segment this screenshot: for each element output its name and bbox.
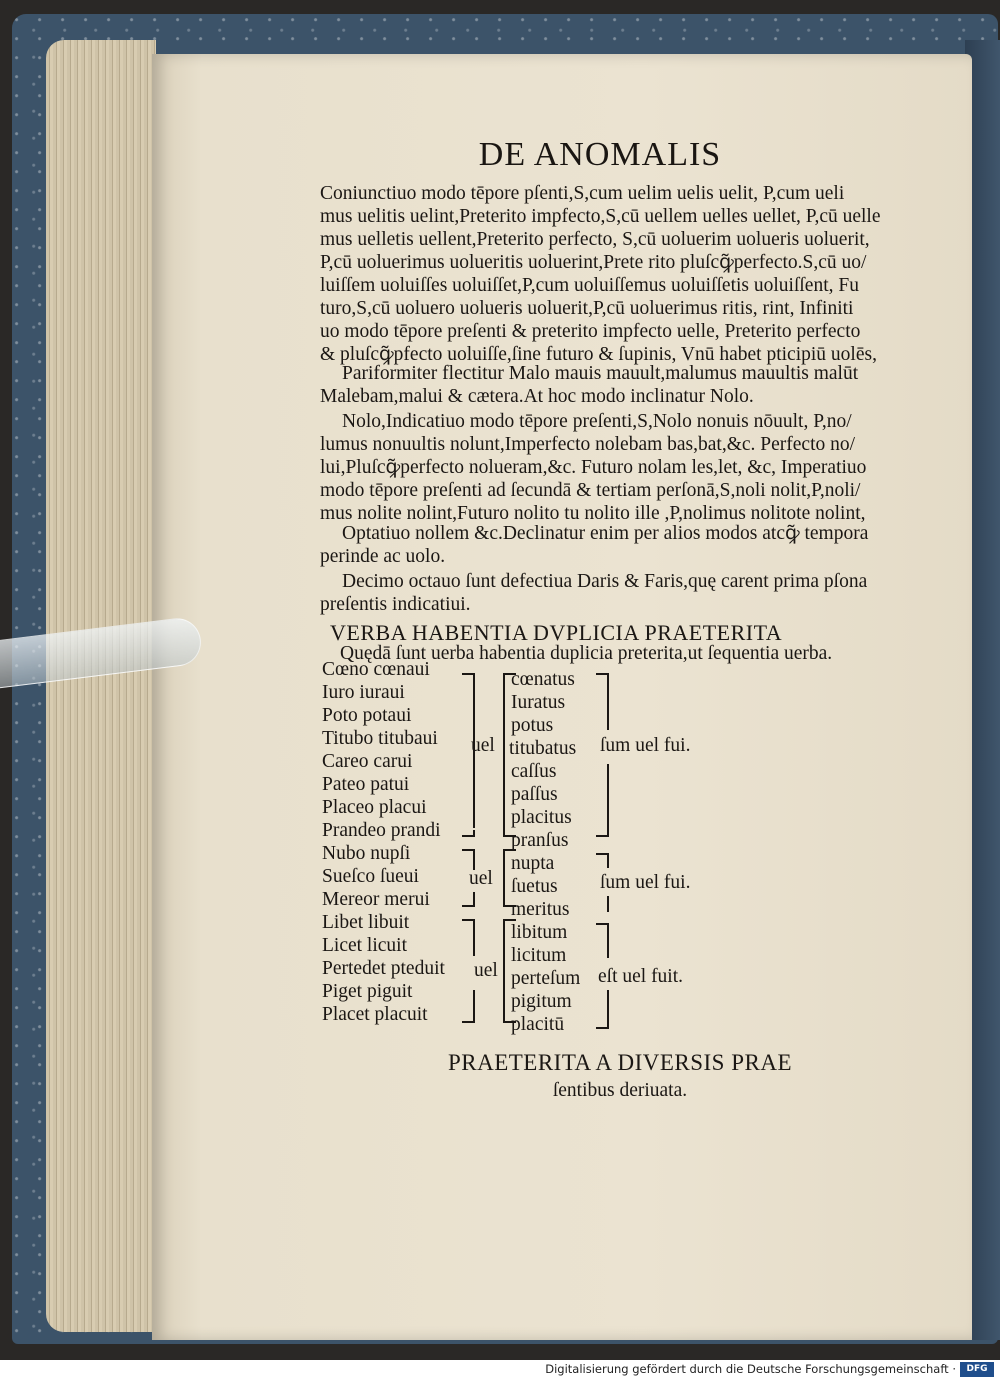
verb-participle: cœnatus bbox=[511, 669, 575, 690]
verb-participle: ſuetus bbox=[511, 876, 558, 897]
text-line: Decimo octauo ſunt defectiua Daris & Faris,quę carent prima pſona bbox=[342, 571, 868, 592]
verb-participle: nupta bbox=[511, 853, 555, 874]
page-heading: DE ANOMALIS bbox=[478, 136, 722, 173]
text-line: modo tēpore preſenti ad ſecundā & tertiam perſonā,S,noli nolit,P,noli/ bbox=[320, 480, 861, 501]
connector-uel: uel bbox=[474, 960, 498, 981]
text-line: uo modo tēpore preſenti & preterito impfecto uelle, Preterito perfecto bbox=[320, 321, 861, 342]
text-line: Coniunctiuo modo tēpore pſenti,S,cum uelim uelis uelit, P,cum ueli bbox=[320, 183, 845, 204]
dfg-logo: DFG bbox=[960, 1362, 994, 1377]
text-line: Pariformiter flectitur Malo mauis mauult,malumus mauultis malūt bbox=[342, 363, 859, 384]
suffix-group-1: ſum uel fui. bbox=[600, 735, 691, 756]
footer-section-subtitle: ſentibus deriuata. bbox=[552, 1080, 688, 1101]
credit-bar bbox=[0, 1360, 1000, 1380]
footer-section-title: PRAETERITA A DIVERSIS PRAE bbox=[447, 1050, 793, 1075]
verb-participle: libitum bbox=[511, 922, 568, 943]
verb-participle: paſſus bbox=[511, 784, 558, 805]
verb-participle: caſſus bbox=[511, 761, 557, 782]
verb-present: Pertedet pteduit bbox=[322, 958, 445, 979]
verb-participle: placitus bbox=[511, 807, 572, 828]
verb-present: Sueſco ſueui bbox=[322, 866, 419, 887]
verb-present: Careo carui bbox=[322, 751, 413, 772]
verb-participle: titubatus bbox=[509, 738, 577, 759]
text-line: lui,Pluſcꝙ̃perfecto nolueram,&c. Futuro nolam les,let, &c, Imperatiuo bbox=[320, 457, 867, 478]
text-line: perinde ac uolo. bbox=[320, 546, 446, 567]
clip-bar bbox=[0, 616, 204, 689]
connector-uel: uel bbox=[471, 735, 495, 756]
verb-present: Nubo nupſi bbox=[322, 843, 411, 864]
text-line: mus uelitis uelint,Preterito impfecto,S,cū uellem uelles uellet, P,cū uelle bbox=[320, 206, 881, 227]
text-line: mus uelletis uellent,Preterito perfecto, S,cū uoluerim uolueris uoluerit, bbox=[320, 229, 870, 250]
verb-present: Cœno cœnaui bbox=[322, 659, 430, 680]
verb-participle: potus bbox=[511, 715, 554, 736]
text-line: Optatiuo nollem &c.Declinatur enim per alios modos atcꝙ̃ tempora bbox=[342, 523, 869, 544]
text-line: turo,S,cū uoluero uolueris uoluerit,P,cū uoluerimus ritis, rint, Infiniti bbox=[320, 298, 854, 319]
verb-present: Iuro iuraui bbox=[322, 682, 405, 703]
verb-present: Poto potaui bbox=[322, 705, 412, 726]
text-line: & pluſcꝙ̃pfecto uoluiſſe,ſine futuro & ſupinis, Vnū habet pticipiū uolēs, bbox=[320, 344, 877, 365]
verb-present: Titubo titubaui bbox=[322, 728, 438, 749]
text-line: mus nolite nolint,Futuro nolito tu nolito ille ,P,nolimus nolitote nolint, bbox=[320, 503, 866, 524]
connector-uel: uel bbox=[469, 868, 493, 889]
verb-participle: pranſus bbox=[511, 830, 569, 851]
suffix-group-3: eſt uel fuit. bbox=[598, 966, 684, 987]
verb-participle: meritus bbox=[511, 899, 570, 920]
text-line: preſentis indicatiui. bbox=[320, 594, 471, 615]
section-intro: Quędā ſunt uerba habentia duplicia preterita,ut ſequentia uerba. bbox=[340, 643, 833, 664]
verb-present: Pateo patui bbox=[322, 774, 410, 795]
verb-present: Placet placuit bbox=[322, 1004, 428, 1025]
suffix-group-2: ſum uel fui. bbox=[600, 872, 691, 893]
text-line: P,cū uoluerimus uolueritis uoluerint,Prete rito pluſcꝙ̃perfecto.S,cū uo/ bbox=[320, 252, 867, 273]
verb-present: Licet licuit bbox=[322, 935, 408, 956]
section-title: VERBA HABENTIA DVPLICIA PRAETERITA bbox=[330, 620, 783, 645]
verb-participle: licitum bbox=[511, 945, 567, 966]
verb-present: Mereor merui bbox=[322, 889, 430, 910]
verb-participle: Iuratus bbox=[511, 692, 566, 713]
verb-present: Prandeo prandi bbox=[322, 820, 441, 841]
text-line: Nolo,Indicatiuo modo tēpore preſenti,S,Nolo nonuis nōuult, P,no/ bbox=[342, 411, 852, 432]
verb-present: Libet libuit bbox=[322, 912, 410, 933]
text-line: luiſſem uoluiſſes uoluiſſet,P,cum uoluiſſemus uoluiſſetis uoluiſſent, Fu bbox=[320, 275, 859, 296]
text-line: lumus nonuultis nolunt,Imperfecto nolebam bas,bat,&c. Perfecto no/ bbox=[320, 434, 856, 455]
verb-participle: placitū bbox=[511, 1014, 565, 1035]
text-line: Malebam,malui & cætera.At hoc modo inclinatur Nolo. bbox=[320, 386, 754, 407]
verb-participle: pigitum bbox=[511, 991, 572, 1012]
verb-participle: perteſum bbox=[511, 968, 581, 989]
verb-present: Piget piguit bbox=[322, 981, 413, 1002]
verb-present: Placeo placui bbox=[322, 797, 427, 818]
credit-text: Digitalisierung gefördert durch die Deutsche Forschungsgemeinschaft · bbox=[545, 1362, 956, 1376]
